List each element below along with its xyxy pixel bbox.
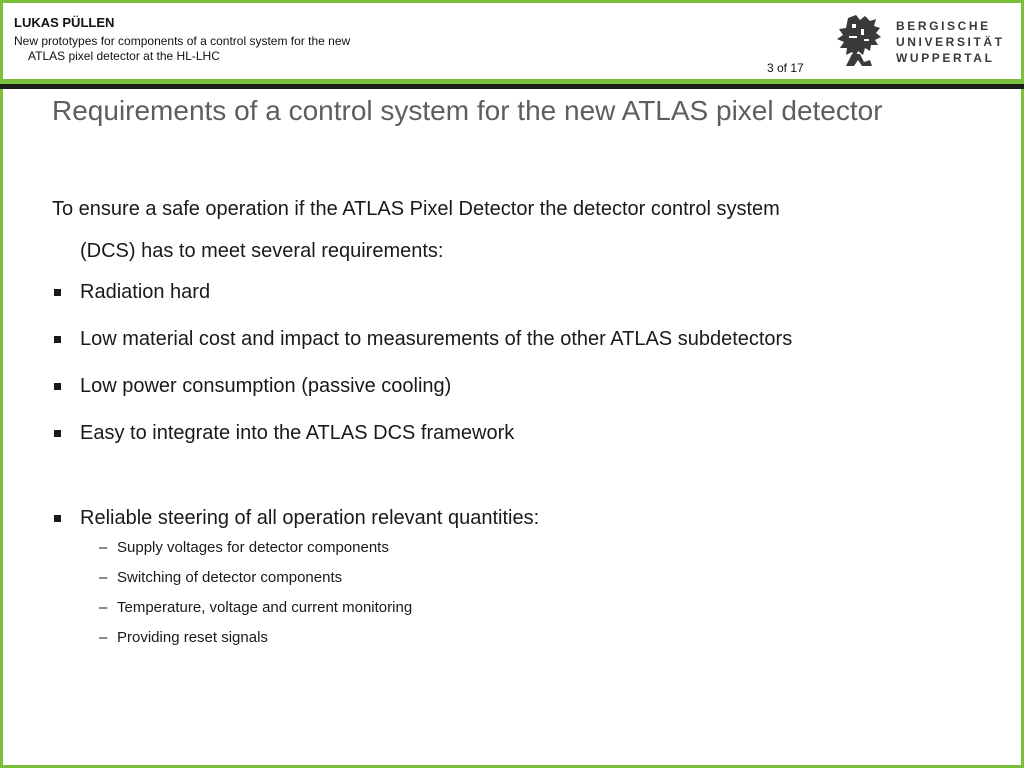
bullet-square-icon xyxy=(54,336,61,343)
intro-line1: To ensure a safe operation if the ATLAS Pixel Detector the detector control system xyxy=(52,198,780,220)
slide-header xyxy=(0,0,1024,80)
bullet-square-icon xyxy=(54,383,61,390)
bullet-square-icon xyxy=(54,289,61,296)
dash-icon: – xyxy=(99,539,108,556)
dash-icon: – xyxy=(99,569,108,586)
intro-line2: (DCS) has to meet several requirements: xyxy=(80,240,444,262)
bullet-square-icon xyxy=(54,430,61,437)
logo-text-line2: UNIVERSITÄT xyxy=(896,35,1005,49)
bullet-item: Radiation hard xyxy=(52,280,972,304)
slide-title: Requirements of a control system for the new ATLAS pixel detector xyxy=(52,95,883,126)
talk-subtitle-line1: New prototypes for components of a control system for the new xyxy=(14,34,351,48)
lion-icon xyxy=(834,14,886,68)
sub-bullet-item: – Providing reset signals xyxy=(99,629,268,646)
sub-bullet-item: – Temperature, voltage and current monitoring xyxy=(99,599,413,616)
intro-paragraph xyxy=(52,188,972,272)
sub-bullet-item: – Supply voltages for detector components xyxy=(99,539,389,556)
bullet-square-icon xyxy=(54,515,61,522)
logo-text-line1: BERGISCHE xyxy=(896,19,991,33)
bullet-item: Reliable steering of all operation relevant quantities: xyxy=(52,506,972,530)
dash-icon: – xyxy=(99,599,108,616)
bullet-item: Low material cost and impact to measurements of the other ATLAS subdetectors xyxy=(52,327,972,351)
page-number: 3 of 17 xyxy=(767,61,804,75)
logo-text-line3: WUPPERTAL xyxy=(896,51,995,65)
talk-subtitle-line2: ATLAS pixel detector at the HL-LHC xyxy=(28,49,220,63)
author-name: LUKAS PÜLLEN xyxy=(14,15,115,30)
slide-content xyxy=(52,188,972,647)
bullet-item: Easy to integrate into the ATLAS DCS framework xyxy=(52,421,972,445)
sub-bullet-item: – Switching of detector components xyxy=(99,569,343,586)
bullet-item: Low power consumption (passive cooling) xyxy=(52,374,972,398)
header-rule-dark xyxy=(0,84,1024,89)
university-logo xyxy=(834,14,1004,70)
dash-icon: – xyxy=(99,629,108,646)
